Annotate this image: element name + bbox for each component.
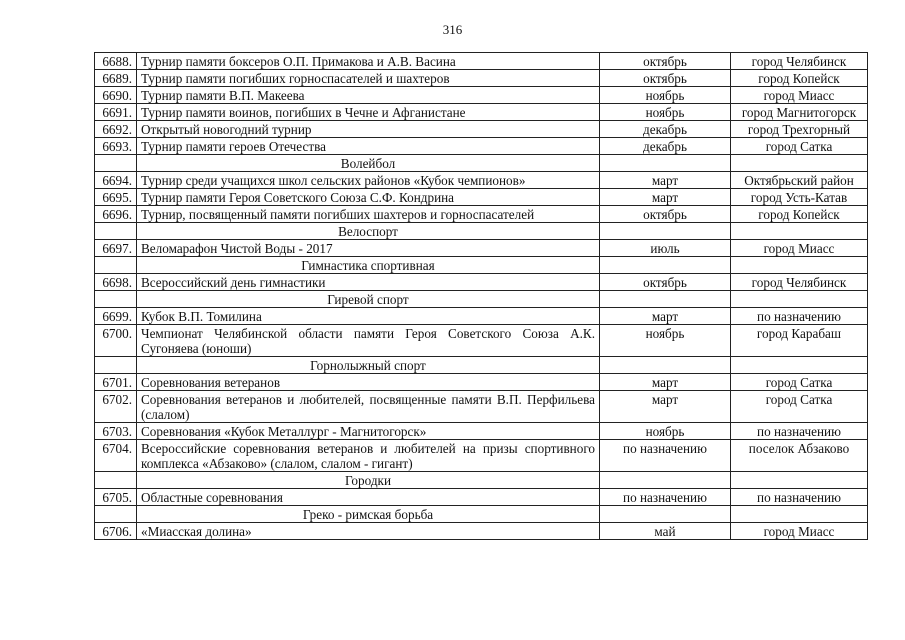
event-number: 6701.: [95, 374, 137, 391]
section-place-cell: [731, 291, 868, 308]
event-place: город Копейск: [731, 206, 868, 223]
event-month: март: [600, 308, 731, 325]
event-number: 6698.: [95, 274, 137, 291]
section-month-cell: [600, 357, 731, 374]
event-number: 6689.: [95, 70, 137, 87]
section-place-cell: [731, 506, 868, 523]
event-month: октябрь: [600, 70, 731, 87]
event-row: [95, 172, 868, 189]
event-row: [95, 374, 868, 391]
section-row: [95, 223, 868, 240]
section-place-cell: [731, 155, 868, 172]
event-number: 6693.: [95, 138, 137, 155]
event-name: Турнир среди учащихся школ сельских районов «Кубок чемпионов»: [137, 172, 600, 189]
event-name: Чемпионат Челябинской области памяти Героя Советского Союза А.К. Сугоняева (юноши): [137, 325, 600, 357]
event-name: Турнир памяти героев Отечества: [137, 138, 600, 155]
section-number-cell: [95, 472, 137, 489]
event-name: Всероссийские соревнования ветеранов и любителей на призы спортивного комплекса «Абзаково» (слалом, слалом - гигант): [137, 440, 600, 472]
event-number: 6704.: [95, 440, 137, 472]
section-month-cell: [600, 223, 731, 240]
section-row: [95, 155, 868, 172]
event-place: город Челябинск: [731, 53, 868, 70]
event-number: 6706.: [95, 523, 137, 540]
event-name: Кубок В.П. Томилина: [137, 308, 600, 325]
section-title: Горнолыжный спорт: [137, 357, 600, 374]
event-row: [95, 240, 868, 257]
event-place: город Сатка: [731, 374, 868, 391]
event-place: город Карабаш: [731, 325, 868, 357]
event-number: 6699.: [95, 308, 137, 325]
section-month-cell: [600, 257, 731, 274]
event-number: 6702.: [95, 391, 137, 423]
event-month: ноябрь: [600, 104, 731, 121]
event-row: [95, 87, 868, 104]
event-row: [95, 53, 868, 70]
event-row: [95, 523, 868, 540]
section-place-cell: [731, 357, 868, 374]
event-number: 6703.: [95, 423, 137, 440]
section-month-cell: [600, 472, 731, 489]
section-title: Велоспорт: [137, 223, 600, 240]
event-month: март: [600, 189, 731, 206]
event-place: город Магнитогорск: [731, 104, 868, 121]
section-row: [95, 472, 868, 489]
section-title: Волейбол: [137, 155, 600, 172]
event-row: [95, 138, 868, 155]
event-place: по назначению: [731, 423, 868, 440]
event-place: город Миасс: [731, 240, 868, 257]
event-number: 6705.: [95, 489, 137, 506]
event-name: Турнир памяти воинов, погибших в Чечне и Афганистане: [137, 104, 600, 121]
section-number-cell: [95, 506, 137, 523]
event-month: июль: [600, 240, 731, 257]
events-table-body: [95, 53, 868, 540]
event-row: [95, 274, 868, 291]
event-number: 6696.: [95, 206, 137, 223]
event-place: город Трехгорный: [731, 121, 868, 138]
event-month: по назначению: [600, 489, 731, 506]
event-month: декабрь: [600, 121, 731, 138]
event-number: 6694.: [95, 172, 137, 189]
event-place: город Миасс: [731, 87, 868, 104]
event-place: Октябрьский район: [731, 172, 868, 189]
event-name: Веломарафон Чистой Воды - 2017: [137, 240, 600, 257]
event-number: 6700.: [95, 325, 137, 357]
event-place: город Миасс: [731, 523, 868, 540]
section-number-cell: [95, 223, 137, 240]
section-number-cell: [95, 155, 137, 172]
event-month: октябрь: [600, 206, 731, 223]
event-month: май: [600, 523, 731, 540]
event-row: [95, 70, 868, 87]
event-number: 6690.: [95, 87, 137, 104]
event-place: город Копейск: [731, 70, 868, 87]
section-row: [95, 291, 868, 308]
event-month: март: [600, 374, 731, 391]
section-number-cell: [95, 291, 137, 308]
event-row: [95, 104, 868, 121]
section-title: Городки: [137, 472, 600, 489]
section-number-cell: [95, 357, 137, 374]
section-row: [95, 357, 868, 374]
event-number: 6688.: [95, 53, 137, 70]
event-month: октябрь: [600, 53, 731, 70]
event-name: «Миасская долина»: [137, 523, 600, 540]
event-row: [95, 440, 868, 472]
event-number: 6695.: [95, 189, 137, 206]
event-number: 6692.: [95, 121, 137, 138]
event-month: ноябрь: [600, 87, 731, 104]
event-month: ноябрь: [600, 325, 731, 357]
event-name: Соревнования ветеранов: [137, 374, 600, 391]
event-month: ноябрь: [600, 423, 731, 440]
event-name: Соревнования ветеранов и любителей, посвященные памяти В.П. Перфильева (слалом): [137, 391, 600, 423]
event-name: Турнир памяти погибших горноспасателей и шахтеров: [137, 70, 600, 87]
event-place: по назначению: [731, 308, 868, 325]
section-title: Гиревой спорт: [137, 291, 600, 308]
event-month: по назначению: [600, 440, 731, 472]
event-place: город Сатка: [731, 391, 868, 423]
event-name: Всероссийский день гимнастики: [137, 274, 600, 291]
event-name: Областные соревнования: [137, 489, 600, 506]
section-place-cell: [731, 472, 868, 489]
events-table: [94, 52, 868, 540]
event-place: город Челябинск: [731, 274, 868, 291]
event-name: Турнир памяти В.П. Макеева: [137, 87, 600, 104]
section-row: [95, 257, 868, 274]
event-month: декабрь: [600, 138, 731, 155]
event-name: Соревнования «Кубок Металлург - Магнитогорск»: [137, 423, 600, 440]
event-name: Турнир памяти боксеров О.П. Примакова и А.В. Васина: [137, 53, 600, 70]
event-row: [95, 489, 868, 506]
event-place: поселок Абзаково: [731, 440, 868, 472]
event-name: Открытый новогодний турнир: [137, 121, 600, 138]
event-place: город Сатка: [731, 138, 868, 155]
event-row: [95, 189, 868, 206]
section-number-cell: [95, 257, 137, 274]
event-number: 6697.: [95, 240, 137, 257]
page-number: 316: [442, 22, 463, 37]
section-place-cell: [731, 257, 868, 274]
section-title: Гимнастика спортивная: [137, 257, 600, 274]
event-row: [95, 121, 868, 138]
event-place: город Усть-Катав: [731, 189, 868, 206]
event-name: Турнир, посвященный памяти погибших шахтеров и горноспасателей: [137, 206, 600, 223]
event-row: [95, 206, 868, 223]
event-month: март: [600, 391, 731, 423]
event-row: [95, 423, 868, 440]
section-row: [95, 506, 868, 523]
event-number: 6691.: [95, 104, 137, 121]
event-row: [95, 325, 868, 357]
section-month-cell: [600, 506, 731, 523]
section-month-cell: [600, 291, 731, 308]
section-place-cell: [731, 223, 868, 240]
section-month-cell: [600, 155, 731, 172]
event-month: март: [600, 172, 731, 189]
event-name: Турнир памяти Героя Советского Союза С.Ф. Кондрина: [137, 189, 600, 206]
event-place: по назначению: [731, 489, 868, 506]
event-row: [95, 308, 868, 325]
section-title: Греко - римская борьба: [137, 506, 600, 523]
event-row: [95, 391, 868, 423]
event-month: октябрь: [600, 274, 731, 291]
